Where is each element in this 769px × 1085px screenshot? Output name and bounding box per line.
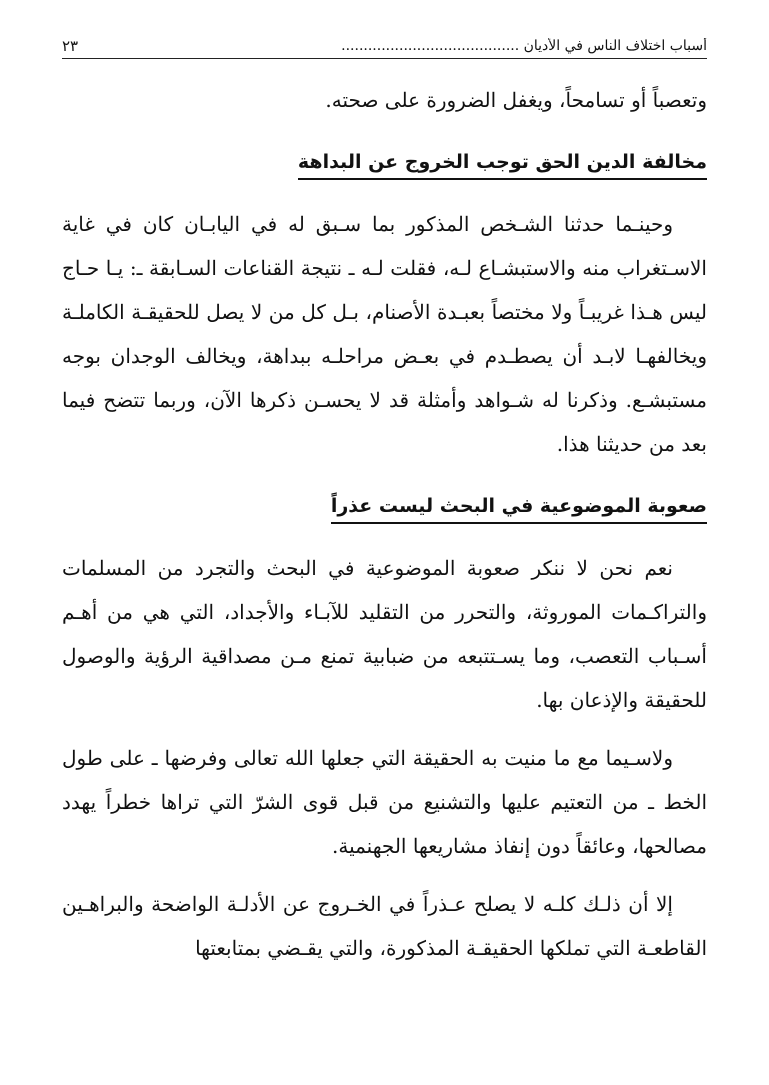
page-number: ٢٣: [62, 37, 79, 55]
paragraph-1: وحينـما حدثنا الشـخص المذكور بما سـبق له في اليابـان كان في غاية الاسـتغراب منه والاستبشـاع لـه، فقلت لـه ـ نتيجة القناعات السـابقة ـ: يـا حـاج ليس هـذا غريبـاً ولا مختصاً بعبـدة الأصنام، بـل كل من لا يصل للحقيقـة الكاملـة ويخالفهـا لابـد أن يصطـدم في بعـض مراحلـه ببداهة، ويخالف الوجدان بوجه مستبشـع. وذكرنا له شـواهد وأمثلة قد لا يحسـن ذكرها الآن، وربما تتضح فيما بعد من حديثنا هذا.: [62, 212, 707, 456]
section-2: [62, 466, 707, 546]
paragraph-2: نعم نحن لا ننكر صعوبة الموضوعية في البحث والتجرد من المسلمات والتراكـمات الموروثة، والتحرر من التقليد للآبـاء والأجداد، التي هي من أهـم أسـباب التعصب، وما يسـتتبعه من ضبابية تمنع مـن مصداقية الرؤية والوصول للحقيقة والإذعان بها.: [62, 556, 707, 712]
section-heading-2: صعوبة الموضوعية في البحث ليست عذراً: [331, 492, 707, 524]
section-1: [62, 122, 707, 202]
running-header: [62, 30, 707, 59]
paragraph-4: إلا أن ذلـك كلـه لا يصلح عـذراً في الخـروج عن الأدلـة الواضحة والبراهـين القاطعـة التي تملكها الحقيقـة المذكورة، والتي يقـضي بمتابعتها: [62, 892, 707, 960]
running-title: أسباب اختلاف الناس في الأديان ........................................: [341, 38, 707, 54]
intro-paragraph: وتعصباً أو تسامحاً، ويغفل الضرورة على صحته.: [325, 88, 707, 112]
section-heading-1: مخالفة الدين الحق توجب الخروج عن البداهة: [298, 148, 707, 180]
page-body: [62, 78, 707, 970]
paragraph-3: ولاسـيما مع ما منيت به الحقيقة التي جعلها الله تعالى وفرضها ـ على طول الخط ـ من التعتيم عليها والتشنيع من قبل قوى الشرّ التي تراها خطراً يهدد مصالحها، وعائقاً دون إنفاذ مشاريعها الجهنمية.: [62, 746, 707, 858]
